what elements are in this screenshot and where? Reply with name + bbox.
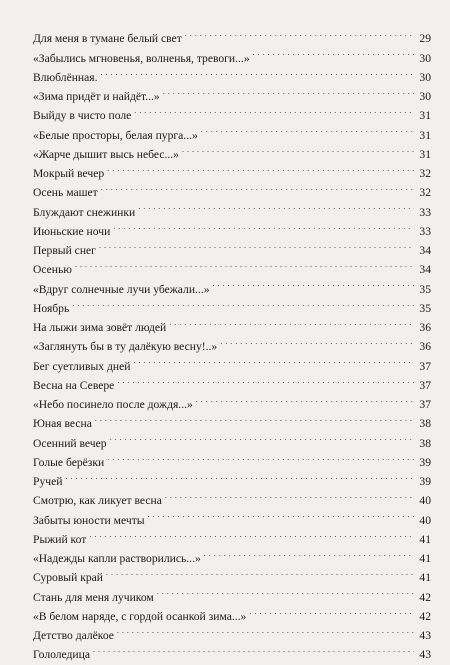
toc-entry-title: «Жарче дышит высь небес...» [33, 147, 179, 161]
toc-entry-page-number: 39 [419, 455, 431, 469]
toc-entry-title: «Заглянуть бы в ту далёкую весну!..» [33, 340, 218, 354]
toc-dot-leader [249, 601, 414, 620]
toc-dot-leader [101, 177, 414, 196]
toc-dot-leader [65, 466, 414, 485]
toc-entry-title: «Небо посинело после дождя...» [33, 398, 193, 411]
toc-entry [33, 485, 431, 508]
toc-dot-leader [204, 543, 414, 562]
toc-entry-title: «Забылись мгновенья, волненья, тревоги...» [33, 51, 250, 65]
toc-dot-leader [148, 504, 414, 523]
toc-dot-leader [117, 620, 414, 639]
toc-dot-leader [165, 485, 414, 504]
toc-dot-leader [185, 23, 414, 42]
toc-entry-page-number: 33 [419, 224, 431, 238]
toc-entry [33, 524, 431, 546]
toc-dot-leader [117, 370, 414, 389]
toc-entry-page-number: 40 [419, 494, 431, 508]
toc-entry-page-number: 41 [419, 552, 431, 565]
toc-entry-title: «Вдруг солнечные лучи убежали...» [33, 282, 210, 296]
toc-entry-title: Выйду в чисто поле [33, 109, 132, 123]
table-of-contents [33, 23, 431, 662]
toc-dot-leader [196, 389, 414, 408]
toc-entry-title: Влюблённая. [33, 70, 98, 84]
toc-entry-title: Ноябрь [33, 301, 70, 315]
toc-entry-page-number: 36 [419, 340, 431, 354]
toc-entry [33, 312, 431, 334]
toc-entry-page-number: 35 [419, 282, 431, 296]
toc-entry-page-number: 29 [419, 32, 431, 46]
toc-entry [33, 23, 431, 46]
toc-entry-page-number: 37 [419, 359, 431, 373]
toc-entry-page-number: 42 [419, 609, 431, 623]
toc-entry-page-number: 43 [419, 648, 431, 662]
toc-dot-leader [107, 447, 414, 466]
toc-entry-page-number: 30 [419, 70, 431, 84]
toc-dot-leader [169, 312, 414, 331]
toc-dot-leader [107, 158, 414, 177]
toc-entry-title: Для меня в тумане белый свет [33, 32, 182, 46]
toc-dot-leader [220, 331, 414, 350]
toc-dot-leader [113, 216, 414, 235]
toc-entry-title: Суровый край [33, 571, 103, 585]
toc-entry-title: Осенью [33, 263, 72, 277]
toc-entry-page-number: 33 [419, 205, 431, 219]
toc-dot-leader [213, 273, 414, 292]
toc-entry [33, 254, 431, 277]
toc-dot-leader [163, 81, 414, 100]
toc-entry-title: Стань для меня лучиком [33, 590, 154, 604]
toc-entry-page-number: 36 [419, 321, 431, 334]
toc-entry-title: Смотрю, как ликует весна [33, 494, 162, 508]
toc-dot-leader [101, 62, 414, 81]
toc-entry-page-number: 31 [419, 109, 431, 123]
toc-entry-title: Июньские ночи [33, 224, 111, 238]
toc-entry-page-number: 38 [419, 417, 431, 431]
toc-dot-leader [99, 235, 414, 254]
toc-entry-title: Детство далёкое [33, 629, 114, 642]
toc-dot-leader [157, 581, 414, 600]
toc-dot-leader [138, 196, 414, 215]
toc-entry-page-number: 37 [419, 378, 431, 392]
toc-entry-page-number: 31 [419, 147, 431, 161]
toc-entry-page-number: 42 [419, 590, 431, 604]
toc-entry-title: Весна на Севере [33, 378, 115, 392]
toc-dot-leader [134, 100, 414, 119]
toc-dot-leader [106, 562, 414, 581]
toc-entry-page-number: 43 [419, 629, 431, 642]
toc-dot-leader [253, 42, 414, 61]
toc-dot-leader [89, 524, 414, 543]
toc-entry-page-number: 31 [419, 128, 431, 142]
toc-entry-page-number: 32 [419, 186, 431, 200]
toc-entry [33, 466, 431, 488]
toc-entry-title: «Надежды капли растворились...» [33, 552, 201, 565]
toc-entry-page-number: 35 [419, 301, 431, 315]
toc-dot-leader [75, 254, 414, 273]
toc-entry-page-number: 41 [419, 571, 431, 585]
toc-dot-leader [72, 293, 414, 312]
toc-entry-title: Блуждают снежинки [33, 205, 136, 219]
toc-entry-title: Ручей [33, 475, 63, 488]
toc-entry-title: Забыты юности мечты [33, 513, 145, 527]
toc-entry-page-number: 40 [419, 513, 431, 527]
toc-entry [33, 293, 431, 315]
toc-entry-title: Осень машет [33, 186, 98, 200]
toc-entry [33, 273, 431, 296]
toc-entry-page-number: 34 [419, 244, 431, 257]
toc-entry-title: Бег суетливых дней [33, 359, 131, 373]
toc-entry-page-number: 30 [419, 90, 431, 103]
toc-entry-title: Рыжий кот [33, 532, 87, 546]
toc-entry-title: «Зима придёт и найдёт...» [33, 90, 160, 103]
toc-entry-title: Гололедица [33, 648, 90, 662]
toc-entry-page-number: 41 [419, 532, 431, 546]
toc-entry-title: Голые берёзки [33, 455, 105, 469]
toc-entry-title: «В белом наряде, с гордой осанкой зима...» [33, 609, 247, 623]
toc-entry-title: «Белые просторы, белая пурга...» [33, 128, 198, 142]
toc-entry [33, 543, 431, 565]
toc-dot-leader [93, 639, 414, 658]
toc-entry-page-number: 32 [419, 167, 431, 180]
toc-entry-title: Мокрый вечер [33, 167, 105, 180]
toc-entry-page-number: 39 [419, 475, 431, 488]
toc-dot-leader [182, 139, 414, 158]
toc-entry-page-number: 37 [419, 398, 431, 411]
toc-dot-leader [201, 119, 414, 138]
toc-entry-title: Юная весна [33, 417, 92, 431]
toc-entry-page-number: 38 [419, 436, 431, 450]
toc-dot-leader [95, 408, 414, 427]
toc-dot-leader [110, 427, 414, 446]
toc-entry [33, 639, 431, 662]
toc-dot-leader [133, 350, 414, 369]
toc-entry-page-number: 34 [419, 263, 431, 277]
toc-entry-title: На лыжи зима зовёт людей [33, 321, 167, 334]
toc-entry-title: Осенний вечер [33, 436, 107, 450]
toc-entry-page-number: 30 [419, 51, 431, 65]
toc-entry-title: Первый снег [33, 244, 96, 257]
